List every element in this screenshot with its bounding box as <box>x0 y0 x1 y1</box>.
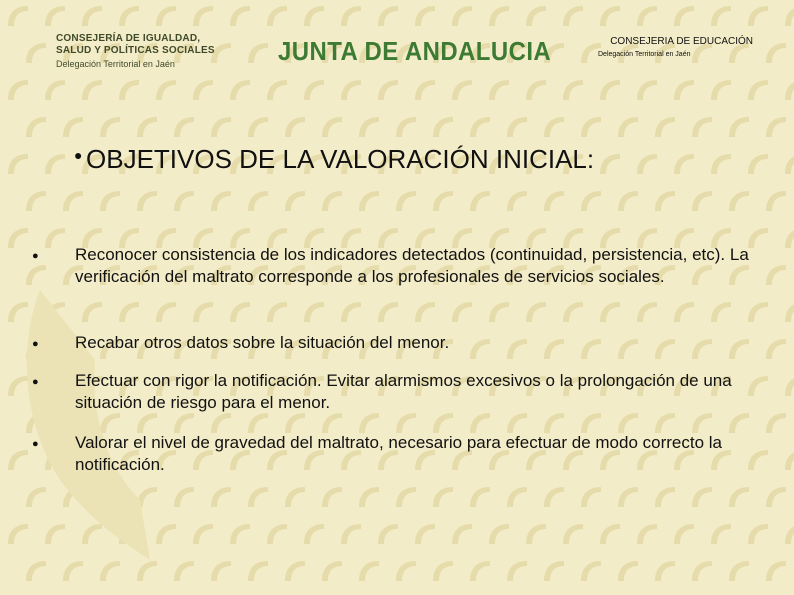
pattern-motif <box>452 6 472 26</box>
pattern-motif <box>729 561 749 581</box>
pattern-motif <box>26 265 46 285</box>
pattern-motif <box>304 524 324 544</box>
pattern-motif <box>8 302 28 322</box>
pattern-motif <box>452 302 472 322</box>
pattern-motif <box>618 487 638 507</box>
pattern-motif <box>63 191 83 211</box>
pattern-motif <box>267 6 287 26</box>
pattern-motif <box>581 117 601 137</box>
pattern-motif <box>674 154 694 174</box>
header-right-line2: Delegación Territorial en Jaén <box>598 51 691 58</box>
pattern-motif <box>618 561 638 581</box>
pattern-motif <box>137 413 157 433</box>
pattern-motif <box>618 117 638 137</box>
pattern-motif <box>156 80 176 100</box>
bullet-icon: ● <box>32 338 39 350</box>
pattern-motif <box>100 413 120 433</box>
pattern-motif <box>45 154 65 174</box>
pattern-motif <box>692 191 712 211</box>
pattern-motif <box>285 191 305 211</box>
pattern-motif <box>433 413 453 433</box>
list-item-text: Efectuar con rigor la notificación. Evitar alarmismos excesivos o la prolongación de una situación de riesgo para el menor. <box>75 371 732 412</box>
pattern-motif <box>766 487 786 507</box>
pattern-motif <box>470 117 490 137</box>
pattern-motif <box>433 487 453 507</box>
pattern-motif <box>415 80 435 100</box>
pattern-motif <box>156 6 176 26</box>
pattern-motif <box>618 191 638 211</box>
header-left-line2: SALUD Y POLÍTICAS SOCIALES <box>56 45 215 56</box>
pattern-motif <box>378 80 398 100</box>
list-item-text: Valorar el nivel de gravedad del maltrato, necesario para efectuar de modo correcto la notificación. <box>75 433 722 474</box>
pattern-motif <box>785 376 794 396</box>
pattern-motif <box>489 6 509 26</box>
pattern-motif <box>174 413 194 433</box>
pattern-motif <box>600 80 620 100</box>
pattern-motif <box>8 376 28 396</box>
pattern-motif <box>174 191 194 211</box>
pattern-motif <box>396 413 416 433</box>
pattern-motif <box>544 487 564 507</box>
pattern-motif <box>8 154 28 174</box>
header-right-line1: CONSEJERIA DE EDUCACIÓN <box>610 36 753 47</box>
pattern-motif <box>674 524 694 544</box>
pattern-motif <box>248 191 268 211</box>
pattern-motif <box>785 6 794 26</box>
pattern-motif <box>711 302 731 322</box>
pattern-motif <box>137 561 157 581</box>
pattern-motif <box>785 302 794 322</box>
pattern-motif <box>729 191 749 211</box>
slide-title: OBJETIVOS DE LA VALORACIÓN INICIAL: <box>86 144 595 174</box>
pattern-motif <box>655 487 675 507</box>
pattern-motif <box>711 80 731 100</box>
pattern-motif <box>137 191 157 211</box>
pattern-motif <box>304 6 324 26</box>
pattern-motif <box>396 117 416 137</box>
pattern-motif <box>230 524 250 544</box>
pattern-motif <box>544 413 564 433</box>
pattern-motif <box>711 6 731 26</box>
pattern-motif <box>211 191 231 211</box>
pattern-motif <box>341 80 361 100</box>
pattern-motif <box>748 154 768 174</box>
pattern-motif <box>489 524 509 544</box>
pattern-motif <box>655 117 675 137</box>
pattern-motif <box>637 524 657 544</box>
pattern-motif <box>692 561 712 581</box>
pattern-motif <box>729 487 749 507</box>
header-left-line1: CONSEJERÍA DE IGUALDAD, <box>56 33 201 44</box>
pattern-motif <box>359 191 379 211</box>
pattern-motif <box>637 80 657 100</box>
pattern-motif <box>729 413 749 433</box>
pattern-motif <box>600 302 620 322</box>
pattern-motif <box>766 561 786 581</box>
pattern-motif <box>563 6 583 26</box>
pattern-motif <box>748 302 768 322</box>
pattern-motif <box>341 524 361 544</box>
pattern-motif <box>785 524 794 544</box>
pattern-motif <box>82 80 102 100</box>
pattern-motif <box>748 524 768 544</box>
pattern-motif <box>433 191 453 211</box>
pattern-motif <box>193 524 213 544</box>
pattern-motif <box>304 80 324 100</box>
pattern-motif <box>248 117 268 137</box>
pattern-motif <box>230 6 250 26</box>
pattern-motif <box>507 191 527 211</box>
pattern-motif <box>711 154 731 174</box>
pattern-motif <box>526 302 546 322</box>
pattern-motif <box>322 413 342 433</box>
emblem-shape <box>27 290 150 560</box>
pattern-motif <box>359 413 379 433</box>
pattern-motif <box>563 302 583 322</box>
pattern-motif <box>655 191 675 211</box>
pattern-motif <box>544 117 564 137</box>
pattern-motif <box>82 302 102 322</box>
pattern-motif <box>581 191 601 211</box>
pattern-motif <box>378 6 398 26</box>
pattern-motif <box>45 6 65 26</box>
pattern-motif <box>156 302 176 322</box>
pattern-motif <box>193 6 213 26</box>
pattern-motif <box>526 524 546 544</box>
pattern-motif <box>359 117 379 137</box>
pattern-motif <box>766 43 786 63</box>
pattern-motif <box>63 117 83 137</box>
pattern-motif <box>600 6 620 26</box>
pattern-motif <box>174 561 194 581</box>
pattern-motif <box>230 302 250 322</box>
pattern-motif <box>8 6 28 26</box>
pattern-motif <box>489 80 509 100</box>
pattern-motif <box>230 80 250 100</box>
pattern-motif <box>211 487 231 507</box>
pattern-motif <box>26 487 46 507</box>
pattern-motif <box>581 487 601 507</box>
pattern-motif <box>193 80 213 100</box>
pattern-motif <box>119 302 139 322</box>
pattern-motif <box>766 265 786 285</box>
pattern-motif <box>692 487 712 507</box>
pattern-motif <box>285 413 305 433</box>
pattern-motif <box>100 117 120 137</box>
pattern-motif <box>378 302 398 322</box>
bullet-icon: ● <box>32 438 39 450</box>
pattern-motif <box>378 524 398 544</box>
bullet-icon: ● <box>32 250 39 262</box>
pattern-motif <box>8 524 28 544</box>
pattern-motif <box>637 302 657 322</box>
title-bullet: ● <box>74 147 83 163</box>
pattern-motif <box>285 561 305 581</box>
pattern-motif <box>45 80 65 100</box>
pattern-motif <box>26 117 46 137</box>
pattern-motif <box>8 228 28 248</box>
pattern-motif <box>785 80 794 100</box>
pattern-motif <box>322 561 342 581</box>
pattern-motif <box>415 6 435 26</box>
pattern-motif <box>766 339 786 359</box>
pattern-motif <box>341 6 361 26</box>
pattern-motif <box>674 302 694 322</box>
pattern-motif <box>100 561 120 581</box>
pattern-motif <box>581 561 601 581</box>
pattern-motif <box>45 524 65 544</box>
pattern-motif <box>637 6 657 26</box>
pattern-motif <box>26 561 46 581</box>
pattern-motif <box>285 487 305 507</box>
pattern-motif <box>267 524 287 544</box>
list-item-text: Recabar otros datos sobre la situación del menor. <box>75 333 450 352</box>
pattern-motif <box>655 413 675 433</box>
pattern-motif <box>785 450 794 470</box>
pattern-motif <box>322 487 342 507</box>
pattern-motif <box>748 6 768 26</box>
pattern-motif <box>452 524 472 544</box>
pattern-motif <box>119 80 139 100</box>
pattern-motif <box>174 117 194 137</box>
pattern-motif <box>766 413 786 433</box>
pattern-motif <box>322 117 342 137</box>
pattern-motif <box>82 6 102 26</box>
junta-logo: JUNTA DE ANDALUCIA <box>278 36 552 66</box>
pattern-motif <box>785 228 794 248</box>
pattern-motif <box>63 561 83 581</box>
pattern-motif <box>45 228 65 248</box>
pattern-motif <box>470 413 490 433</box>
pattern-motif <box>100 191 120 211</box>
pattern-motif <box>748 80 768 100</box>
pattern-motif <box>248 43 268 63</box>
pattern-motif <box>359 561 379 581</box>
pattern-motif <box>267 302 287 322</box>
pattern-motif <box>304 302 324 322</box>
pattern-motif <box>544 191 564 211</box>
pattern-motif <box>470 191 490 211</box>
pattern-motif <box>692 117 712 137</box>
pattern-motif <box>452 80 472 100</box>
pattern-motif <box>174 487 194 507</box>
pattern-motif <box>766 191 786 211</box>
pattern-motif <box>26 191 46 211</box>
pattern-motif <box>248 413 268 433</box>
pattern-motif <box>193 302 213 322</box>
pattern-motif <box>396 487 416 507</box>
pattern-motif <box>156 524 176 544</box>
pattern-motif <box>415 524 435 544</box>
pattern-motif <box>729 117 749 137</box>
pattern-motif <box>600 524 620 544</box>
pattern-motif <box>248 487 268 507</box>
pattern-motif <box>26 43 46 63</box>
header-left-line3: Delegación Territorial en Jaén <box>56 59 175 69</box>
pattern-motif <box>674 80 694 100</box>
pattern-motif <box>396 191 416 211</box>
pattern-motif <box>396 561 416 581</box>
pattern-motif <box>119 6 139 26</box>
pattern-motif <box>785 154 794 174</box>
pattern-motif <box>137 117 157 137</box>
pattern-motif <box>526 80 546 100</box>
pattern-motif <box>507 117 527 137</box>
pattern-motif <box>618 413 638 433</box>
pattern-motif <box>285 117 305 137</box>
pattern-motif <box>544 561 564 581</box>
pattern-motif <box>526 6 546 26</box>
pattern-motif <box>8 80 28 100</box>
list-item-text: Reconocer consistencia de los indicadores detectados (continuidad, persistencia, etc). La verificación del maltrato corresponde a los profesionales de servicios sociales. <box>75 245 749 286</box>
pattern-motif <box>211 561 231 581</box>
pattern-motif <box>433 561 453 581</box>
pattern-motif <box>507 561 527 581</box>
pattern-motif <box>211 117 231 137</box>
pattern-motif <box>489 302 509 322</box>
pattern-motif <box>507 413 527 433</box>
pattern-motif <box>637 154 657 174</box>
bullet-icon: ● <box>32 376 39 388</box>
pattern-motif <box>248 561 268 581</box>
pattern-motif <box>341 302 361 322</box>
pattern-motif <box>359 487 379 507</box>
pattern-motif <box>766 117 786 137</box>
pattern-motif <box>470 561 490 581</box>
pattern-motif <box>267 80 287 100</box>
pattern-motif <box>507 487 527 507</box>
pattern-motif <box>563 524 583 544</box>
pattern-motif <box>415 302 435 322</box>
pattern-motif <box>433 117 453 137</box>
pattern-motif <box>8 450 28 470</box>
pattern-motif <box>322 191 342 211</box>
pattern-motif <box>82 524 102 544</box>
pattern-motif <box>711 524 731 544</box>
pattern-motif <box>692 413 712 433</box>
pattern-motif <box>563 80 583 100</box>
pattern-motif <box>674 6 694 26</box>
pattern-motif <box>600 154 620 174</box>
pattern-motif <box>581 413 601 433</box>
pattern-motif <box>211 413 231 433</box>
pattern-motif <box>655 561 675 581</box>
pattern-motif <box>470 487 490 507</box>
